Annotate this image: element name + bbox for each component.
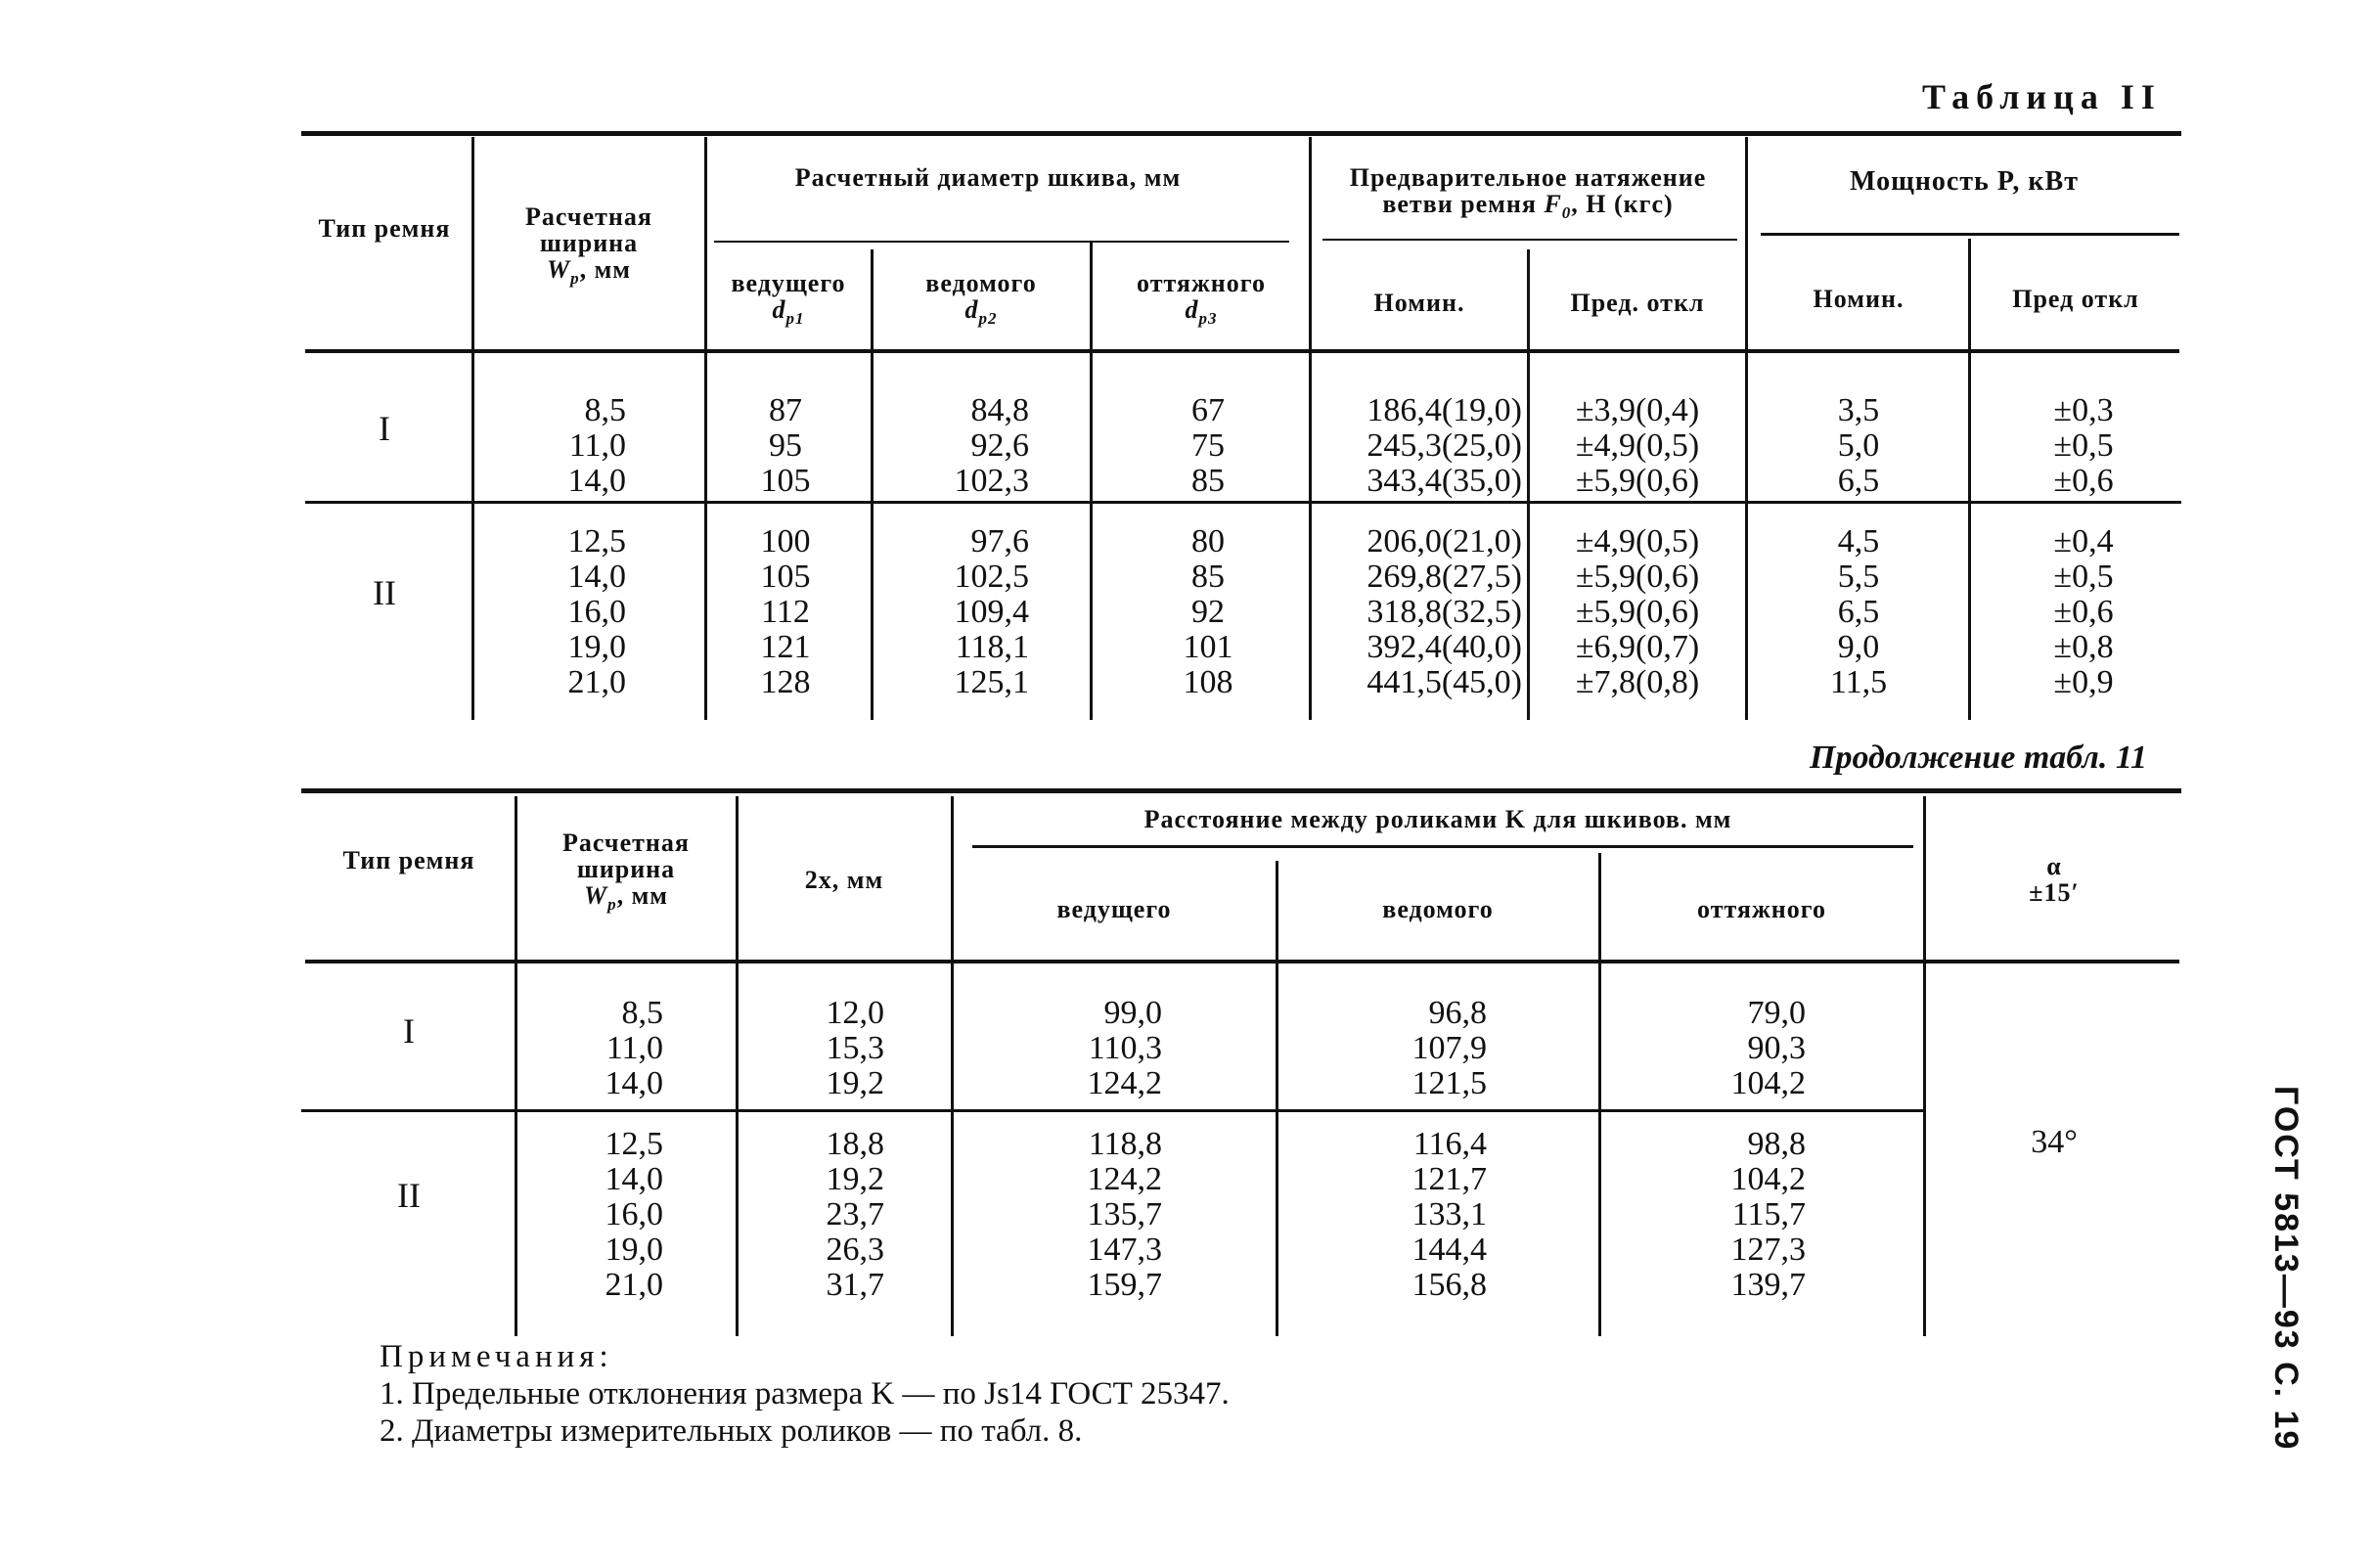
header-driven: ведомого $d_{p2}$ <box>925 269 1037 328</box>
width-values <box>520 1127 663 1303</box>
header-calc-width: Расчетная ширина $W_р$, мм <box>525 202 652 288</box>
d2-values <box>876 393 1029 499</box>
table1-header-rule <box>305 349 2179 353</box>
table2-col-rule <box>1598 853 1601 1336</box>
table-cell: 128 <box>760 664 811 700</box>
header-calc-width: Расчетная ширина $W_р$, мм <box>562 829 690 914</box>
table-cell: 392,4(40,0) <box>1367 629 1522 665</box>
table1-col-rule <box>871 249 874 720</box>
table-cell: 206,0(21,0) <box>1367 523 1522 560</box>
header-power-group: Мощность P, кВт <box>1850 166 2079 197</box>
table-cell: 21,0 <box>567 664 626 700</box>
table2-subhead-rule <box>972 845 1913 848</box>
table-cell: 15,3 <box>826 1030 884 1066</box>
table-cell: ±0,9 <box>2053 664 2114 700</box>
table-cell: 18,8 <box>826 1126 884 1162</box>
table-cell: ±0,6 <box>2053 594 2114 630</box>
table1-col-rule <box>1527 249 1530 720</box>
table-cell: 133,1 <box>1412 1196 1487 1232</box>
table2-header-rule <box>305 960 2179 963</box>
table-title: Таблица II <box>1922 77 2162 116</box>
table-cell: 8,5 <box>621 995 663 1031</box>
table-cell: 118,8 <box>1088 1126 1162 1162</box>
note-item: 2. Диаметры измерительных роликов — по табл. 8. <box>380 1413 1083 1449</box>
table-cell: 115,7 <box>1731 1196 1806 1232</box>
table-cell: ±0,3 <box>2053 392 2114 428</box>
alpha-value: 34° <box>2031 1124 2078 1160</box>
table-cell: 245,3(25,0) <box>1367 427 1522 464</box>
table-cell: 12,5 <box>605 1126 663 1162</box>
table2-col-rule <box>951 796 954 1336</box>
table-cell: 121 <box>760 629 811 665</box>
table-cell: 19,0 <box>605 1232 663 1268</box>
table1-col-rule <box>704 137 707 720</box>
table-cell: 139,7 <box>1730 1267 1806 1303</box>
table-cell: 124,2 <box>1087 1161 1162 1197</box>
table1-col-rule <box>1968 239 1971 720</box>
table-cell: 99,0 <box>1103 995 1162 1031</box>
table-cell: 23,7 <box>826 1196 884 1232</box>
header-diameter-group: Расчетный диаметр шкива, мм <box>794 163 1182 192</box>
header-power-nominal: Номин. <box>1813 285 1904 313</box>
table-cell: 31,7 <box>826 1267 884 1303</box>
table-cell: 80 <box>1191 523 1225 560</box>
table-cell: 84,8 <box>970 392 1029 428</box>
k-driven-values <box>1281 1127 1487 1303</box>
header-tension-pulley: оттяжного $d_{p3}$ <box>1137 269 1266 328</box>
belt-type-cell: II <box>397 1176 421 1215</box>
header-distance-group: Расстояние между роликами K для шкивов. мм <box>1143 805 1732 833</box>
table-cell: 144,4 <box>1412 1232 1487 1268</box>
header-alpha: α ±15′ <box>2029 852 2080 907</box>
pretension-nominal-values <box>1315 393 1522 499</box>
belt-type-cell: I <box>379 409 390 448</box>
table-cell: 6,5 <box>1837 463 1880 499</box>
table-cell: 92 <box>1191 594 1225 630</box>
table-cell: 102,3 <box>954 463 1029 499</box>
table2-col-rule <box>515 796 517 1336</box>
header-belt-type: Тип ремня <box>318 214 451 243</box>
table-cell: 14,0 <box>605 1161 663 1197</box>
table-cell: 112 <box>761 594 810 630</box>
k-driven-values <box>1281 996 1487 1101</box>
header-k-driven: ведомого <box>1382 895 1494 923</box>
table-cell: 186,4(19,0) <box>1367 392 1522 428</box>
table-cell: ±4,9(0,5) <box>1575 523 1700 560</box>
table-cell: 108 <box>1183 664 1233 700</box>
table-cell: 67 <box>1191 392 1225 428</box>
table-cell: 12,0 <box>826 995 884 1031</box>
table1-subhead-rule-power <box>1761 233 2179 236</box>
table-cell: 105 <box>760 559 811 595</box>
table-cell: 121,5 <box>1412 1065 1487 1101</box>
table-cell: 4,5 <box>1837 523 1880 560</box>
table-cell: 11,5 <box>1829 664 1888 700</box>
table-cell: ±0,5 <box>2053 427 2114 464</box>
table-cell: 3,5 <box>1837 392 1880 428</box>
d2-values <box>876 524 1029 700</box>
header-k-drive: ведущего <box>1056 895 1172 923</box>
d1-values <box>710 524 861 700</box>
k-drive-values <box>957 1127 1162 1303</box>
header-2x: 2x, мм <box>804 866 884 894</box>
width-values <box>477 393 626 499</box>
header-pretension-group: Предварительное натяжение ветви ремня $F_0$, Н (кгс) <box>1349 163 1707 222</box>
table-cell: 269,8(27,5) <box>1367 559 1522 595</box>
table-cell: 79,0 <box>1747 995 1806 1031</box>
table-cell: 110,3 <box>1088 1030 1162 1066</box>
table1-col-rule <box>1090 243 1093 720</box>
table-cell: 9,0 <box>1837 629 1880 665</box>
table-cell: 19,0 <box>567 629 626 665</box>
table-cell: 26,3 <box>826 1232 884 1268</box>
table-cell: 85 <box>1191 463 1225 499</box>
header-pretension-nominal: Номин. <box>1373 289 1465 317</box>
table-cell: 11,0 <box>605 1030 663 1066</box>
table-cell: 5,5 <box>1837 559 1880 595</box>
table-cell: ±5,9(0,6) <box>1575 463 1700 499</box>
table-cell: 135,7 <box>1087 1196 1162 1232</box>
table1-subhead-rule-diam <box>714 241 1289 243</box>
pretension-nominal-values <box>1315 524 1522 700</box>
table-cell: 96,8 <box>1428 995 1487 1031</box>
table-cell: 11,0 <box>568 427 626 464</box>
table-cell: 8,5 <box>584 392 626 428</box>
k-tension-values <box>1604 996 1806 1101</box>
notes <box>380 1338 1230 1450</box>
table-cell: 147,3 <box>1087 1232 1162 1268</box>
table-cell: 19,2 <box>826 1161 884 1197</box>
d3-values <box>1105 524 1311 700</box>
header-power-deviation: Пред откл <box>2012 285 2139 313</box>
table-cell: 116,4 <box>1412 1126 1487 1162</box>
table-cell: 95 <box>769 427 802 464</box>
table-cell: 5,0 <box>1837 427 1880 464</box>
table-cell: 87 <box>769 392 802 428</box>
table-cell: 156,8 <box>1412 1267 1487 1303</box>
table2-group-rule <box>301 1109 1925 1112</box>
table-cell: 85 <box>1191 559 1225 595</box>
table-cell: 14,0 <box>567 559 626 595</box>
width-values <box>520 996 663 1101</box>
table2-col-rule <box>736 796 739 1336</box>
header-belt-type: Тип ремня <box>342 846 475 874</box>
table-cell: 343,4(35,0) <box>1367 463 1522 499</box>
notes-heading: Примечания: <box>380 1339 613 1374</box>
table-cell: 100 <box>760 523 811 560</box>
table-cell: 102,5 <box>954 559 1029 595</box>
power-nominal-values <box>1751 524 1966 700</box>
table1-col-rule <box>471 137 474 720</box>
table1-col-rule <box>1745 137 1748 720</box>
table-cell: ±0,5 <box>2053 559 2114 595</box>
belt-type-cell: I <box>403 1011 415 1051</box>
pretension-deviation-values <box>1532 393 1743 499</box>
table-cell: 6,5 <box>1837 594 1880 630</box>
k-tension-values <box>1604 1127 1806 1303</box>
table-cell: ±0,6 <box>2053 463 2114 499</box>
k-drive-values <box>957 996 1162 1101</box>
width-values <box>477 524 626 700</box>
table-cell: 90,3 <box>1747 1030 1806 1066</box>
table1-subhead-rule-tension <box>1322 239 1737 241</box>
table2-col-rule <box>1276 861 1278 1336</box>
standard-page-label: ГОСТ 5813—93 С. 19 <box>2267 1086 2305 1452</box>
table-cell: 101 <box>1183 629 1233 665</box>
table-cell: 16,0 <box>605 1196 663 1232</box>
table-cell: 441,5(45,0) <box>1367 664 1522 700</box>
header-pretension-deviation: Пред. откл <box>1570 289 1705 317</box>
table2-top-rule <box>301 788 2181 793</box>
table-cell: ±0,8 <box>2053 629 2114 665</box>
belt-type-cell: II <box>373 573 396 612</box>
table-cell: ±7,8(0,8) <box>1575 664 1700 700</box>
table-cell: 92,6 <box>970 427 1029 464</box>
table-cell: 104,2 <box>1730 1065 1806 1101</box>
table-cell: 97,6 <box>970 523 1029 560</box>
2x-values <box>741 1127 884 1303</box>
table1-top-rule <box>301 131 2181 136</box>
table-cell: 159,7 <box>1087 1267 1162 1303</box>
table2-col-rule <box>1923 796 1926 1336</box>
header-drive: ведущего $d_{p1}$ <box>731 269 846 328</box>
table-cell: 105 <box>760 463 811 499</box>
table-cell: 14,0 <box>567 463 626 499</box>
2x-values <box>741 996 884 1101</box>
pretension-deviation-values <box>1532 524 1743 700</box>
table-cell: 318,8(32,5) <box>1367 594 1522 630</box>
d1-values <box>710 393 861 499</box>
table-cell: 127,3 <box>1730 1232 1806 1268</box>
table-cell: 107,9 <box>1412 1030 1487 1066</box>
table-cell: 124,2 <box>1087 1065 1162 1101</box>
power-deviation-values <box>1988 393 2179 499</box>
table-cell: ±4,9(0,5) <box>1575 427 1700 464</box>
table-cell: ±3,9(0,4) <box>1575 392 1700 428</box>
table-cell: ±5,9(0,6) <box>1575 559 1700 595</box>
note-item: 1. Предельные отклонения размера K — по Js14 ГОСТ 25347. <box>380 1376 1230 1411</box>
table-cell: 109,4 <box>954 594 1029 630</box>
table-cell: 16,0 <box>567 594 626 630</box>
table-cell: ±5,9(0,6) <box>1575 594 1700 630</box>
power-nominal-values <box>1751 393 1966 499</box>
table-cell: 19,2 <box>826 1065 884 1101</box>
table-cell: 104,2 <box>1730 1161 1806 1197</box>
table-cell: 12,5 <box>567 523 626 560</box>
table-cell: 14,0 <box>605 1065 663 1101</box>
continuation-title: Продолжение табл. 11 <box>1810 739 2147 776</box>
table-cell: 125,1 <box>954 664 1029 700</box>
table-cell: ±0,4 <box>2053 523 2114 560</box>
table-cell: 98,8 <box>1747 1126 1806 1162</box>
power-deviation-values <box>1988 524 2179 700</box>
table-cell: ±6,9(0,7) <box>1575 629 1700 665</box>
d3-values <box>1105 393 1311 499</box>
header-k-tension: оттяжного <box>1697 895 1826 923</box>
table-cell: 21,0 <box>605 1267 663 1303</box>
table1-group-rule <box>305 501 2181 504</box>
table-cell: 75 <box>1191 427 1225 464</box>
table-cell: 118,1 <box>955 629 1029 665</box>
table-cell: 121,7 <box>1412 1161 1487 1197</box>
